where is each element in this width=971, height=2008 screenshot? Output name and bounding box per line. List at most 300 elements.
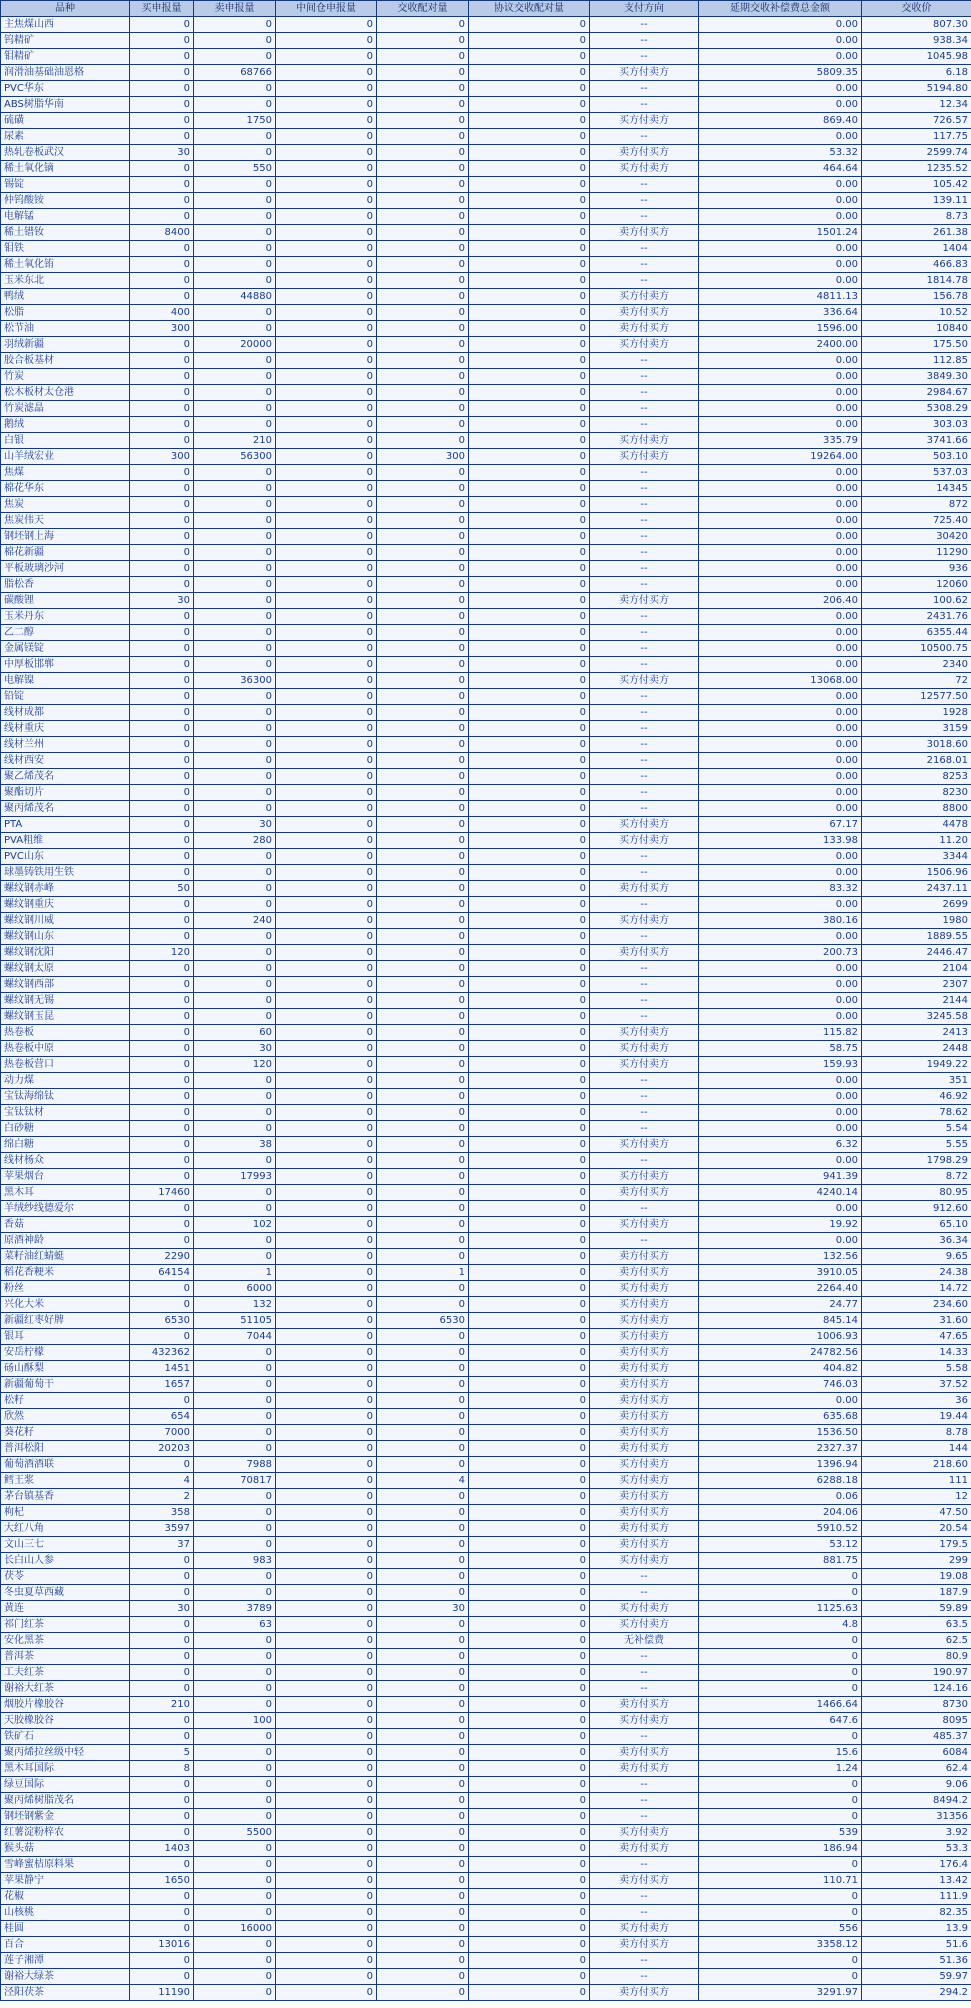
cell-matched-qty: 0	[377, 1777, 469, 1793]
cell-delivery-price: 80.9	[862, 1649, 971, 1665]
cell-agreement-qty: 0	[469, 433, 590, 449]
cell-delivery-price: 299	[862, 1553, 971, 1569]
cell-payment-direction: --	[590, 1569, 699, 1585]
cell-agreement-qty: 0	[469, 993, 590, 1009]
cell-delivery-price: 8095	[862, 1713, 971, 1729]
cell-agreement-qty: 0	[469, 1345, 590, 1361]
cell-compensation-total: 3358.12	[699, 1937, 862, 1953]
cell-product: PVC华东	[1, 81, 130, 97]
cell-matched-qty: 0	[377, 1553, 469, 1569]
cell-delivery-price: 47.65	[862, 1329, 971, 1345]
cell-agreement-qty: 0	[469, 689, 590, 705]
cell-payment-direction: --	[590, 657, 699, 673]
cell-delivery-price: 31356	[862, 1809, 971, 1825]
cell-buy-qty: 0	[130, 129, 194, 145]
cell-product: 聚丙烯茂名	[1, 801, 130, 817]
cell-delivery-price: 3344	[862, 849, 971, 865]
cell-payment-direction: 卖方付买方	[590, 1521, 699, 1537]
cell-product: 铅锭	[1, 689, 130, 705]
cell-product: 钼铁	[1, 241, 130, 257]
cell-sell-qty: 0	[194, 177, 276, 193]
cell-delivery-price: 187.9	[862, 1585, 971, 1601]
cell-agreement-qty: 0	[469, 1681, 590, 1697]
cell-buy-qty: 0	[130, 353, 194, 369]
cell-delivery-price: 2448	[862, 1041, 971, 1057]
table-row	[1, 609, 971, 625]
cell-buy-qty: 0	[130, 1585, 194, 1601]
table-row	[1, 1681, 971, 1697]
cell-matched-qty: 0	[377, 1457, 469, 1473]
cell-product: 香菇	[1, 1217, 130, 1233]
cell-payment-direction: 买方付卖方	[590, 449, 699, 465]
cell-matched-qty: 0	[377, 1217, 469, 1233]
cell-matched-qty: 0	[377, 145, 469, 161]
cell-sell-qty: 0	[194, 1665, 276, 1681]
table-row	[1, 417, 971, 433]
cell-buy-qty: 0	[130, 65, 194, 81]
table-row	[1, 1905, 971, 1921]
cell-matched-qty: 1	[377, 1265, 469, 1281]
cell-matched-qty: 0	[377, 833, 469, 849]
cell-payment-direction: --	[590, 545, 699, 561]
cell-middle-qty: 0	[276, 1473, 377, 1489]
cell-matched-qty: 0	[377, 1329, 469, 1345]
cell-delivery-price: 36	[862, 1393, 971, 1409]
cell-product: 长白山人参	[1, 1553, 130, 1569]
table-row	[1, 961, 971, 977]
cell-compensation-total: 0.00	[699, 753, 862, 769]
cell-buy-qty: 0	[130, 257, 194, 273]
cell-payment-direction: --	[590, 1201, 699, 1217]
cell-delivery-price: 3245.58	[862, 1009, 971, 1025]
cell-sell-qty: 1750	[194, 113, 276, 129]
cell-compensation-total: 159.93	[699, 1057, 862, 1073]
cell-middle-qty: 0	[276, 1633, 377, 1649]
cell-product: 冬虫夏草西藏	[1, 1585, 130, 1601]
cell-payment-direction: --	[590, 1889, 699, 1905]
cell-delivery-price: 2431.76	[862, 609, 971, 625]
cell-middle-qty: 0	[276, 977, 377, 993]
cell-delivery-price: 19.44	[862, 1409, 971, 1425]
cell-agreement-qty: 0	[469, 625, 590, 641]
cell-compensation-total: 0.00	[699, 1393, 862, 1409]
cell-delivery-price: 14.33	[862, 1345, 971, 1361]
cell-delivery-price: 8.73	[862, 209, 971, 225]
cell-agreement-qty: 0	[469, 1585, 590, 1601]
cell-sell-qty: 44880	[194, 289, 276, 305]
table-row	[1, 577, 971, 593]
cell-agreement-qty: 0	[469, 465, 590, 481]
cell-middle-qty: 0	[276, 81, 377, 97]
cell-payment-direction: --	[590, 417, 699, 433]
cell-agreement-qty: 0	[469, 1521, 590, 1537]
cell-middle-qty: 0	[276, 401, 377, 417]
cell-buy-qty: 0	[130, 929, 194, 945]
cell-agreement-qty: 0	[469, 241, 590, 257]
cell-sell-qty: 0	[194, 961, 276, 977]
cell-compensation-total: 5809.35	[699, 65, 862, 81]
cell-product: 聚丙烯树脂茂名	[1, 1793, 130, 1809]
table-row	[1, 129, 971, 145]
cell-sell-qty: 0	[194, 977, 276, 993]
header-buy-qty: 买申报量	[130, 1, 194, 17]
cell-buy-qty: 210	[130, 1697, 194, 1713]
cell-buy-qty: 0	[130, 1217, 194, 1233]
cell-product: 烟胶片橡胶谷	[1, 1697, 130, 1713]
table-row	[1, 657, 971, 673]
cell-compensation-total: 1536.50	[699, 1425, 862, 1441]
cell-sell-qty: 36300	[194, 673, 276, 689]
cell-compensation-total: 0.00	[699, 689, 862, 705]
cell-delivery-price: 8230	[862, 785, 971, 801]
cell-sell-qty: 0	[194, 1793, 276, 1809]
cell-buy-qty: 3597	[130, 1521, 194, 1537]
cell-payment-direction: 卖方付买方	[590, 593, 699, 609]
cell-buy-qty: 0	[130, 689, 194, 705]
cell-sell-qty: 0	[194, 881, 276, 897]
cell-compensation-total: 0.00	[699, 977, 862, 993]
cell-delivery-price: 1889.55	[862, 929, 971, 945]
cell-middle-qty: 0	[276, 785, 377, 801]
cell-payment-direction: 买方付卖方	[590, 1217, 699, 1233]
cell-buy-qty: 0	[130, 1089, 194, 1105]
cell-buy-qty: 0	[130, 865, 194, 881]
cell-middle-qty: 0	[276, 1185, 377, 1201]
cell-compensation-total: 0	[699, 1633, 862, 1649]
cell-compensation-total: 0.06	[699, 1489, 862, 1505]
cell-agreement-qty: 0	[469, 1985, 590, 2001]
cell-agreement-qty: 0	[469, 1233, 590, 1249]
cell-agreement-qty: 0	[469, 129, 590, 145]
cell-delivery-price: 8730	[862, 1697, 971, 1713]
cell-agreement-qty: 0	[469, 1489, 590, 1505]
table-row	[1, 33, 971, 49]
cell-sell-qty: 0	[194, 209, 276, 225]
cell-compensation-total: 1.24	[699, 1761, 862, 1777]
header-delivery-price: 交收价	[862, 1, 971, 17]
cell-product: 雪峰蜜桔原料果	[1, 1857, 130, 1873]
cell-sell-qty: 102	[194, 1217, 276, 1233]
cell-buy-qty: 0	[130, 1713, 194, 1729]
cell-payment-direction: --	[590, 49, 699, 65]
cell-agreement-qty: 0	[469, 33, 590, 49]
cell-compensation-total: 5910.52	[699, 1521, 862, 1537]
cell-sell-qty: 0	[194, 513, 276, 529]
cell-product: 竹炭滤晶	[1, 401, 130, 417]
cell-matched-qty: 0	[377, 1729, 469, 1745]
cell-agreement-qty: 0	[469, 1729, 590, 1745]
table-row	[1, 1793, 971, 1809]
cell-payment-direction: 卖方付买方	[590, 1185, 699, 1201]
cell-delivery-price: 2144	[862, 993, 971, 1009]
table-row	[1, 337, 971, 353]
cell-buy-qty: 0	[130, 1057, 194, 1073]
cell-payment-direction: --	[590, 81, 699, 97]
cell-agreement-qty: 0	[469, 577, 590, 593]
header-middle-qty: 中间仓申报量	[276, 1, 377, 17]
cell-matched-qty: 0	[377, 1089, 469, 1105]
table-row	[1, 1329, 971, 1345]
cell-sell-qty: 0	[194, 1937, 276, 1953]
cell-product: 稀土氧化镝	[1, 161, 130, 177]
cell-product: 螺纹钢太原	[1, 961, 130, 977]
cell-sell-qty: 0	[194, 49, 276, 65]
cell-delivery-price: 485.37	[862, 1729, 971, 1745]
table-row	[1, 1601, 971, 1617]
cell-sell-qty: 0	[194, 369, 276, 385]
cell-agreement-qty: 0	[469, 1169, 590, 1185]
cell-compensation-total: 0.00	[699, 961, 862, 977]
cell-matched-qty: 0	[377, 193, 469, 209]
cell-compensation-total: 83.32	[699, 881, 862, 897]
cell-matched-qty: 0	[377, 1873, 469, 1889]
table-row	[1, 945, 971, 961]
cell-matched-qty: 0	[377, 1409, 469, 1425]
cell-compensation-total: 204.06	[699, 1505, 862, 1521]
cell-agreement-qty: 0	[469, 1569, 590, 1585]
cell-payment-direction: --	[590, 129, 699, 145]
cell-middle-qty: 0	[276, 1265, 377, 1281]
cell-middle-qty: 0	[276, 1713, 377, 1729]
cell-buy-qty: 0	[130, 497, 194, 513]
cell-payment-direction: 卖方付买方	[590, 1361, 699, 1377]
cell-buy-qty: 0	[130, 49, 194, 65]
cell-payment-direction: --	[590, 385, 699, 401]
cell-product: 线材兰州	[1, 737, 130, 753]
cell-product: 螺纹钢玉昆	[1, 1009, 130, 1025]
cell-product: 白银	[1, 433, 130, 449]
table-row	[1, 161, 971, 177]
cell-sell-qty: 100	[194, 1713, 276, 1729]
cell-agreement-qty: 0	[469, 1361, 590, 1377]
cell-middle-qty: 0	[276, 1361, 377, 1377]
cell-sell-qty: 0	[194, 529, 276, 545]
cell-delivery-price: 112.85	[862, 353, 971, 369]
cell-product: 茅台镇基香	[1, 1489, 130, 1505]
cell-buy-qty: 11190	[130, 1985, 194, 2001]
cell-payment-direction: --	[590, 1233, 699, 1249]
cell-payment-direction: --	[590, 1073, 699, 1089]
cell-product: 稻花香粳米	[1, 1265, 130, 1281]
table-row	[1, 1169, 971, 1185]
cell-matched-qty: 0	[377, 1185, 469, 1201]
cell-agreement-qty: 0	[469, 673, 590, 689]
cell-buy-qty: 0	[130, 433, 194, 449]
cell-agreement-qty: 0	[469, 849, 590, 865]
cell-product: 松脂	[1, 305, 130, 321]
cell-middle-qty: 0	[276, 369, 377, 385]
cell-payment-direction: 买方付卖方	[590, 833, 699, 849]
cell-product: 聚乙烯茂名	[1, 769, 130, 785]
cell-agreement-qty: 0	[469, 225, 590, 241]
table-row	[1, 1105, 971, 1121]
cell-sell-qty: 0	[194, 1089, 276, 1105]
cell-matched-qty: 0	[377, 49, 469, 65]
cell-buy-qty: 0	[130, 1825, 194, 1841]
cell-middle-qty: 0	[276, 609, 377, 625]
cell-middle-qty: 0	[276, 1729, 377, 1745]
cell-delivery-price: 51.6	[862, 1937, 971, 1953]
cell-delivery-price: 9.06	[862, 1777, 971, 1793]
cell-buy-qty: 0	[130, 641, 194, 657]
cell-agreement-qty: 0	[469, 1217, 590, 1233]
cell-middle-qty: 0	[276, 161, 377, 177]
cell-matched-qty: 0	[377, 209, 469, 225]
cell-compensation-total: 845.14	[699, 1313, 862, 1329]
cell-matched-qty: 0	[377, 1649, 469, 1665]
cell-middle-qty: 0	[276, 1329, 377, 1345]
table-row	[1, 1409, 971, 1425]
cell-matched-qty: 0	[377, 337, 469, 353]
table-row	[1, 1153, 971, 1169]
cell-payment-direction: 卖方付买方	[590, 1841, 699, 1857]
table-row	[1, 1505, 971, 1521]
cell-agreement-qty: 0	[469, 161, 590, 177]
cell-sell-qty: 0	[194, 385, 276, 401]
cell-agreement-qty: 0	[469, 1809, 590, 1825]
table-row	[1, 1585, 971, 1601]
cell-middle-qty: 0	[276, 833, 377, 849]
cell-sell-qty: 0	[194, 145, 276, 161]
cell-compensation-total: 0.00	[699, 929, 862, 945]
cell-payment-direction: --	[590, 721, 699, 737]
cell-agreement-qty: 0	[469, 1281, 590, 1297]
cell-sell-qty: 38	[194, 1137, 276, 1153]
cell-product: 谢裕大红茶	[1, 1681, 130, 1697]
cell-buy-qty: 358	[130, 1505, 194, 1521]
cell-delivery-price: 5.55	[862, 1137, 971, 1153]
cell-compensation-total: 539	[699, 1825, 862, 1841]
cell-payment-direction: --	[590, 1729, 699, 1745]
cell-matched-qty: 0	[377, 641, 469, 657]
cell-delivery-price: 1980	[862, 913, 971, 929]
cell-agreement-qty: 0	[469, 1441, 590, 1457]
cell-agreement-qty: 0	[469, 865, 590, 881]
cell-compensation-total: 0	[699, 1889, 862, 1905]
cell-compensation-total: 0.00	[699, 369, 862, 385]
cell-product: 竹炭	[1, 369, 130, 385]
cell-payment-direction: --	[590, 401, 699, 417]
cell-buy-qty: 0	[130, 1953, 194, 1969]
table-row	[1, 1809, 971, 1825]
cell-payment-direction: --	[590, 897, 699, 913]
cell-product: 安化黑茶	[1, 1633, 130, 1649]
cell-buy-qty: 0	[130, 657, 194, 673]
cell-sell-qty: 0	[194, 33, 276, 49]
cell-payment-direction: 卖方付买方	[590, 1377, 699, 1393]
cell-payment-direction: --	[590, 33, 699, 49]
cell-buy-qty: 0	[130, 897, 194, 913]
cell-sell-qty: 0	[194, 561, 276, 577]
cell-middle-qty: 0	[276, 1217, 377, 1233]
cell-middle-qty: 0	[276, 1409, 377, 1425]
table-row	[1, 17, 971, 33]
cell-payment-direction: 卖方付买方	[590, 1937, 699, 1953]
table-row	[1, 1441, 971, 1457]
cell-middle-qty: 0	[276, 657, 377, 673]
cell-buy-qty: 400	[130, 305, 194, 321]
cell-buy-qty: 120	[130, 945, 194, 961]
table-row	[1, 1777, 971, 1793]
cell-delivery-price: 2168.01	[862, 753, 971, 769]
cell-compensation-total: 0	[699, 1953, 862, 1969]
cell-matched-qty: 6530	[377, 1313, 469, 1329]
cell-sell-qty: 0	[194, 1585, 276, 1601]
cell-compensation-total: 0	[699, 1569, 862, 1585]
cell-agreement-qty: 0	[469, 1201, 590, 1217]
cell-product: 线材重庆	[1, 721, 130, 737]
table-row	[1, 865, 971, 881]
cell-matched-qty: 0	[377, 1745, 469, 1761]
cell-sell-qty: 56300	[194, 449, 276, 465]
cell-buy-qty: 0	[130, 369, 194, 385]
cell-payment-direction: 卖方付买方	[590, 881, 699, 897]
cell-buy-qty: 0	[130, 769, 194, 785]
cell-buy-qty: 2	[130, 1489, 194, 1505]
cell-compensation-total: 0.00	[699, 1233, 862, 1249]
cell-buy-qty: 0	[130, 1857, 194, 1873]
cell-matched-qty: 0	[377, 801, 469, 817]
cell-middle-qty: 0	[276, 929, 377, 945]
table-row	[1, 369, 971, 385]
cell-middle-qty: 0	[276, 1697, 377, 1713]
cell-middle-qty: 0	[276, 817, 377, 833]
cell-agreement-qty: 0	[469, 273, 590, 289]
cell-middle-qty: 0	[276, 1009, 377, 1025]
cell-product: 松节油	[1, 321, 130, 337]
cell-agreement-qty: 0	[469, 1265, 590, 1281]
cell-middle-qty: 0	[276, 1505, 377, 1521]
cell-delivery-price: 4478	[862, 817, 971, 833]
cell-product: 热卷板	[1, 1025, 130, 1041]
cell-sell-qty: 280	[194, 833, 276, 849]
cell-matched-qty: 0	[377, 1361, 469, 1377]
cell-product: 螺纹钢沈阳	[1, 945, 130, 961]
cell-delivery-price: 78.62	[862, 1105, 971, 1121]
cell-product: 乙二醇	[1, 625, 130, 641]
cell-product: 黑木耳	[1, 1185, 130, 1201]
cell-payment-direction: 卖方付买方	[590, 1697, 699, 1713]
cell-payment-direction: --	[590, 241, 699, 257]
cell-buy-qty: 0	[130, 1281, 194, 1297]
cell-sell-qty: 0	[194, 465, 276, 481]
cell-product: 螺纹钢川威	[1, 913, 130, 929]
cell-middle-qty: 0	[276, 1489, 377, 1505]
cell-matched-qty: 0	[377, 1441, 469, 1457]
cell-product: 焦煤	[1, 465, 130, 481]
cell-compensation-total: 0	[699, 1793, 862, 1809]
cell-agreement-qty: 0	[469, 737, 590, 753]
cell-matched-qty: 0	[377, 465, 469, 481]
cell-delivery-price: 10500.75	[862, 641, 971, 657]
cell-compensation-total: 0.00	[699, 241, 862, 257]
cell-delivery-price: 1798.29	[862, 1153, 971, 1169]
cell-matched-qty: 0	[377, 1073, 469, 1089]
cell-buy-qty: 0	[130, 401, 194, 417]
cell-matched-qty: 0	[377, 1985, 469, 2001]
cell-agreement-qty: 0	[469, 353, 590, 369]
cell-delivery-price: 80.95	[862, 1185, 971, 1201]
cell-compensation-total: 1396.94	[699, 1457, 862, 1473]
cell-product: 绵白糖	[1, 1137, 130, 1153]
cell-matched-qty: 0	[377, 753, 469, 769]
cell-middle-qty: 0	[276, 353, 377, 369]
table-row	[1, 993, 971, 1009]
cell-matched-qty: 0	[377, 1937, 469, 1953]
cell-matched-qty: 0	[377, 417, 469, 433]
cell-agreement-qty: 0	[469, 1537, 590, 1553]
cell-compensation-total: 0.00	[699, 657, 862, 673]
